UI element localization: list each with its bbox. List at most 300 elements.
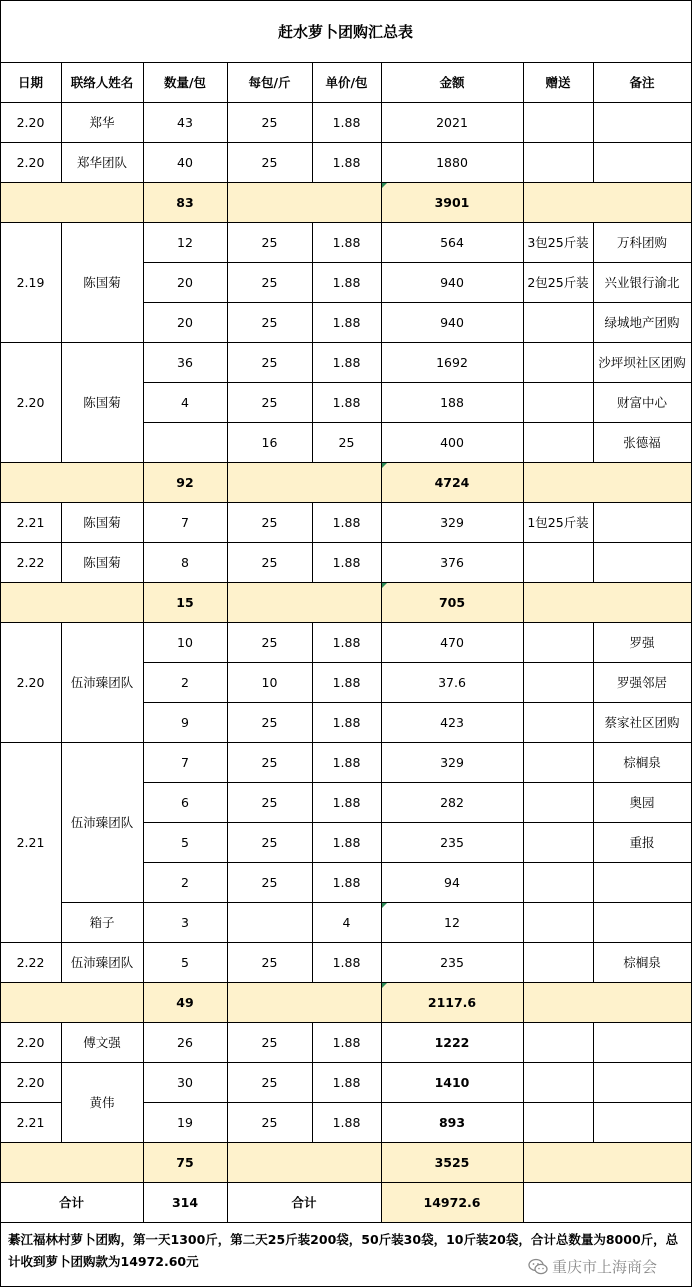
table-cell: 1.88 [332, 314, 361, 330]
grid-line [523, 222, 594, 223]
grid-line [61, 342, 144, 343]
grid-line [61, 622, 62, 663]
subtotal-fill [0, 182, 691, 222]
table-cell: 25 [261, 554, 278, 570]
grid-line [381, 982, 524, 983]
grid-line [523, 1062, 524, 1103]
grand-total-cell: 合计 [291, 1195, 317, 1210]
grid-line [381, 862, 382, 903]
table-cell: 1.88 [332, 514, 361, 530]
table-cell: 49 [176, 994, 194, 1010]
grid-line [227, 302, 228, 343]
grid-line [381, 782, 524, 783]
grid-line [227, 982, 313, 983]
table-cell: 1.88 [332, 274, 361, 290]
grid-line [523, 382, 594, 383]
grid-line [523, 342, 594, 343]
grid-line [312, 782, 313, 823]
table-cell: 25 [261, 114, 278, 130]
grid-line [312, 742, 313, 783]
grid-line [523, 142, 524, 183]
subtotal-fill [0, 1142, 691, 1182]
grid-line [593, 102, 594, 143]
grid-line [227, 1142, 228, 1183]
table-cell: 1.88 [332, 114, 361, 130]
table-cell: 财富中心 [616, 395, 667, 410]
grid-line [312, 942, 382, 943]
grid-line [523, 462, 594, 463]
grid-line [61, 1062, 144, 1063]
table-cell: 282 [440, 794, 464, 810]
grid-line [143, 1182, 228, 1183]
grid-line [523, 262, 524, 303]
table-cell: 7 [181, 514, 189, 530]
grid-line [227, 222, 228, 263]
grid-line [312, 902, 313, 943]
grid-line [143, 582, 228, 583]
footer-note: 綦江福林村萝卜团购，第一天1300斤，第二天25斤装200袋，50斤装30袋，10斤装20袋，合计总数量为8000斤，总计收到萝卜团购款为14972.60元 [8, 1232, 679, 1269]
grid-line [381, 862, 524, 863]
table-cell: 940 [440, 274, 464, 290]
table-cell: 705 [438, 594, 466, 610]
table-cell: 2.19 [16, 274, 45, 290]
grid-line [227, 902, 313, 903]
table-cell: 12 [177, 234, 193, 250]
table-cell: 2.20 [16, 394, 45, 410]
grid-line [227, 622, 313, 623]
table-cell: 1.88 [332, 1034, 361, 1050]
table-cell: 5 [181, 834, 189, 850]
grid-line [523, 662, 594, 663]
grid-line [227, 1182, 228, 1223]
grid-line [381, 1142, 382, 1183]
grid-line [227, 302, 313, 303]
grid-line [523, 1062, 594, 1063]
grid-line [227, 582, 228, 623]
grid-line [593, 662, 594, 703]
grid-line [523, 182, 594, 183]
grid-line [593, 382, 692, 383]
grid-line [381, 942, 382, 983]
grid-line [593, 302, 594, 343]
grid-line [61, 542, 144, 543]
grid-line [523, 582, 524, 623]
grid-line [381, 1182, 382, 1223]
grid-line [143, 142, 144, 183]
table-cell: 25 [261, 714, 278, 730]
grid-line [0, 942, 62, 943]
column-header: 单价/包 [325, 75, 368, 90]
table-cell: 1222 [434, 1034, 470, 1050]
grid-line [143, 302, 144, 343]
table-cell: 1.88 [332, 634, 361, 650]
grid-line [312, 982, 382, 983]
grid-line [143, 862, 144, 903]
table-cell: 25 [261, 1114, 278, 1130]
grid-line [61, 942, 144, 943]
grid-line [0, 1142, 62, 1143]
grid-line [523, 1022, 524, 1063]
grid-line [593, 62, 594, 103]
grid-line [143, 862, 228, 863]
table-cell: 7 [181, 754, 189, 770]
table-cell: 1410 [434, 1074, 470, 1090]
grid-line [312, 782, 382, 783]
grid-line [381, 222, 524, 223]
subtotal-fill [0, 982, 691, 1022]
grid-line [523, 1182, 524, 1223]
grid-line [381, 1062, 382, 1103]
grid-line [523, 382, 524, 423]
grid-line [227, 342, 228, 383]
grid-line [593, 1182, 692, 1183]
grid-line [143, 582, 144, 623]
grid-line [143, 662, 144, 703]
grid-line [523, 582, 594, 583]
grid-line [523, 142, 594, 143]
grid-line [61, 1022, 62, 1063]
grid-line [61, 142, 62, 183]
table-cell: 25 [261, 234, 278, 250]
grid-line [61, 502, 144, 503]
table-cell: 92 [176, 474, 194, 490]
grid-line [381, 742, 382, 783]
table-cell: 伍沛臻团队 [70, 955, 134, 970]
grid-line [227, 1142, 313, 1143]
grid-line [61, 902, 144, 903]
grid-line [523, 822, 524, 863]
grid-line [593, 502, 692, 503]
grid-line [143, 542, 144, 583]
grid-line [61, 1102, 62, 1143]
table-cell: 2.20 [16, 154, 45, 170]
grid-line [523, 302, 524, 343]
grid-line [227, 782, 313, 783]
table-cell: 3包25斤装 [527, 235, 589, 250]
grid-line [312, 862, 382, 863]
grid-line [523, 542, 524, 583]
table-cell: 3525 [434, 1154, 470, 1170]
grid-line [312, 182, 382, 183]
grid-line [61, 822, 62, 863]
grid-line [143, 382, 228, 383]
grid-line [227, 102, 228, 143]
table-cell: 2.20 [16, 114, 45, 130]
grid-line [143, 102, 144, 143]
table-cell: 940 [440, 314, 464, 330]
grid-line [593, 862, 692, 863]
table-cell: 奥园 [629, 795, 655, 810]
grid-line [143, 422, 228, 423]
grid-line [61, 302, 62, 343]
grid-line [143, 1142, 228, 1143]
table-cell: 2包25斤装 [527, 275, 589, 290]
table-cell: 2.20 [16, 674, 45, 690]
grid-line [312, 1022, 382, 1023]
grid-line [593, 1022, 692, 1023]
table-cell: 1692 [436, 354, 468, 370]
table-cell: 1.88 [332, 354, 361, 370]
grid-line [593, 542, 692, 543]
table-cell: 2.20 [16, 1074, 45, 1090]
grid-line [227, 822, 313, 823]
grid-line [61, 622, 144, 623]
grid-line [0, 102, 62, 103]
grid-line [523, 1142, 594, 1143]
table-cell: 20 [177, 314, 193, 330]
grid-line [143, 1022, 144, 1063]
table-cell: 黄伟 [89, 1095, 115, 1110]
grid-line [0, 1182, 62, 1183]
grid-line [312, 1022, 313, 1063]
grid-line [523, 1102, 594, 1103]
table-cell: 6 [181, 794, 189, 810]
grid-line [523, 822, 594, 823]
table-cell: 2.21 [16, 514, 45, 530]
table-cell: 棕榈泉 [623, 955, 661, 970]
grid-line [143, 222, 228, 223]
grid-line [143, 182, 228, 183]
grid-line [227, 1182, 313, 1183]
grid-line [61, 62, 62, 103]
grid-line [523, 862, 524, 903]
grid-line [312, 422, 313, 463]
table-cell: 1.88 [332, 754, 361, 770]
grid-line [143, 702, 228, 703]
grid-line [143, 942, 228, 943]
table-cell: 83 [176, 194, 194, 210]
grid-line [143, 142, 228, 143]
grid-line [312, 622, 313, 663]
grid-line [381, 502, 382, 543]
comment-marker [382, 183, 387, 188]
grid-line [312, 862, 313, 903]
grid-line [227, 662, 228, 703]
grid-line [61, 1022, 144, 1023]
grid-line [61, 1062, 62, 1103]
grid-line [381, 662, 382, 703]
table-cell: 564 [440, 234, 464, 250]
grid-line [61, 862, 62, 903]
grid-line [143, 342, 228, 343]
grid-line [312, 702, 313, 743]
column-header: 数量/包 [163, 75, 207, 90]
grid-line [143, 622, 144, 663]
grid-line [593, 742, 692, 743]
grid-line [143, 502, 144, 543]
table-cell: 8 [181, 554, 189, 570]
column-header: 赠送 [545, 75, 571, 90]
grid-line [0, 1102, 62, 1103]
grid-line [143, 782, 228, 783]
grid-line [593, 262, 692, 263]
table-cell: 2 [181, 674, 189, 690]
grid-line [593, 262, 594, 303]
grid-line [381, 182, 382, 223]
grid-line [227, 262, 313, 263]
grid-line [312, 582, 382, 583]
grid-line [381, 942, 524, 943]
grid-line [381, 542, 524, 543]
table-cell: 2.21 [16, 834, 45, 850]
grid-line [143, 462, 144, 503]
grid-line [381, 462, 382, 503]
grid-line [61, 702, 62, 743]
grid-line [0, 222, 62, 223]
grid-line [593, 382, 594, 423]
table-cell: 25 [261, 154, 278, 170]
grid-line [312, 302, 382, 303]
grid-line [523, 782, 524, 823]
grid-line [312, 102, 382, 103]
grid-line [312, 1102, 313, 1143]
table-cell: 26 [177, 1034, 193, 1050]
grid-line [593, 822, 594, 863]
grid-line [227, 1102, 228, 1143]
grid-line [523, 702, 594, 703]
grid-line [523, 782, 594, 783]
chat-bubble-icon [528, 1258, 548, 1276]
grid-line [381, 702, 524, 703]
grid-line [593, 302, 692, 303]
subtotal-fill [0, 582, 691, 622]
grid-line [143, 1102, 228, 1103]
grid-line [0, 1022, 62, 1023]
grid-line [593, 1142, 692, 1143]
grid-line [593, 422, 594, 463]
grid-line [143, 782, 144, 823]
grid-line [227, 142, 313, 143]
table-cell: 25 [261, 874, 278, 890]
grid-line [312, 942, 313, 983]
grid-line [312, 822, 382, 823]
table-cell: 1.88 [332, 394, 361, 410]
grid-line [523, 422, 524, 463]
table-cell: 2.20 [16, 1034, 45, 1050]
table-cell: 25 [261, 514, 278, 530]
grid-line [593, 702, 692, 703]
grid-line [523, 1022, 594, 1023]
grid-line [593, 782, 692, 783]
grid-line [381, 622, 382, 663]
grid-line [312, 1182, 382, 1183]
grid-line [61, 582, 144, 583]
grid-line [523, 1182, 594, 1183]
grid-line [593, 862, 594, 903]
grid-line [593, 702, 594, 743]
grid-line [0, 1062, 62, 1063]
grid-line [523, 1142, 524, 1183]
table-cell: 25 [261, 794, 278, 810]
grid-line [593, 742, 594, 783]
grid-line [61, 222, 62, 263]
grid-line [312, 222, 313, 263]
grid-line [312, 142, 382, 143]
grid-line [227, 982, 228, 1023]
grid-line [143, 542, 228, 543]
grid-line [381, 342, 524, 343]
table-cell: 重报 [629, 835, 655, 850]
table-cell: 箱子 [89, 915, 115, 930]
grid-line [593, 542, 594, 583]
grid-line [143, 182, 144, 223]
grid-line [312, 262, 313, 303]
grid-line [523, 862, 594, 863]
grid-line [227, 382, 313, 383]
table-cell: 4 [342, 914, 351, 930]
grid-line [381, 262, 382, 303]
grid-line [227, 62, 228, 103]
grid-line [381, 582, 524, 583]
grid-line [61, 102, 62, 143]
grid-line [381, 582, 382, 623]
grid-line [61, 462, 144, 463]
grid-line [227, 422, 313, 423]
grid-line [227, 102, 313, 103]
grid-line [593, 822, 692, 823]
grid-line [381, 662, 524, 663]
grid-line [227, 462, 313, 463]
grid-line [143, 942, 144, 983]
grid-line [381, 62, 382, 103]
grid-line [523, 622, 594, 623]
grid-line [523, 502, 594, 503]
grid-line [312, 302, 313, 343]
grid-line [0, 0, 692, 1]
grid-line [0, 0, 1, 1287]
grid-line [312, 222, 382, 223]
grid-line [381, 422, 382, 463]
comment-marker [382, 983, 387, 988]
grid-line [523, 502, 524, 543]
grid-line [523, 742, 594, 743]
grid-line [0, 1222, 692, 1223]
grid-line [227, 1022, 313, 1023]
grid-line [381, 302, 382, 343]
table-cell: 75 [176, 1154, 194, 1170]
grid-line [143, 822, 228, 823]
grid-line [227, 382, 228, 423]
grid-line [593, 342, 692, 343]
grid-line [312, 1062, 382, 1063]
comment-marker [382, 463, 387, 468]
grid-line [312, 462, 382, 463]
grid-line [312, 902, 382, 903]
table-cell: 25 [261, 274, 278, 290]
grid-line [61, 942, 62, 983]
grid-line [593, 1102, 692, 1103]
grid-line [312, 1062, 313, 1103]
grid-line [61, 262, 62, 303]
grid-line [593, 662, 692, 663]
grid-line [143, 742, 144, 783]
grid-line [227, 342, 313, 343]
grid-line [312, 342, 313, 383]
column-header: 金额 [439, 75, 465, 90]
grid-line [593, 622, 692, 623]
sheet-title: 赶水萝卜团购汇总表 [277, 22, 413, 41]
grid-line [61, 382, 62, 423]
grid-line [312, 262, 382, 263]
table-cell: 9 [181, 714, 189, 730]
grid-line [143, 382, 144, 423]
grid-line [0, 342, 62, 343]
table-cell: 329 [440, 754, 464, 770]
grid-line [227, 862, 313, 863]
table-cell: 陈国菊 [83, 395, 121, 410]
grid-line [523, 102, 594, 103]
grid-line [227, 182, 228, 223]
